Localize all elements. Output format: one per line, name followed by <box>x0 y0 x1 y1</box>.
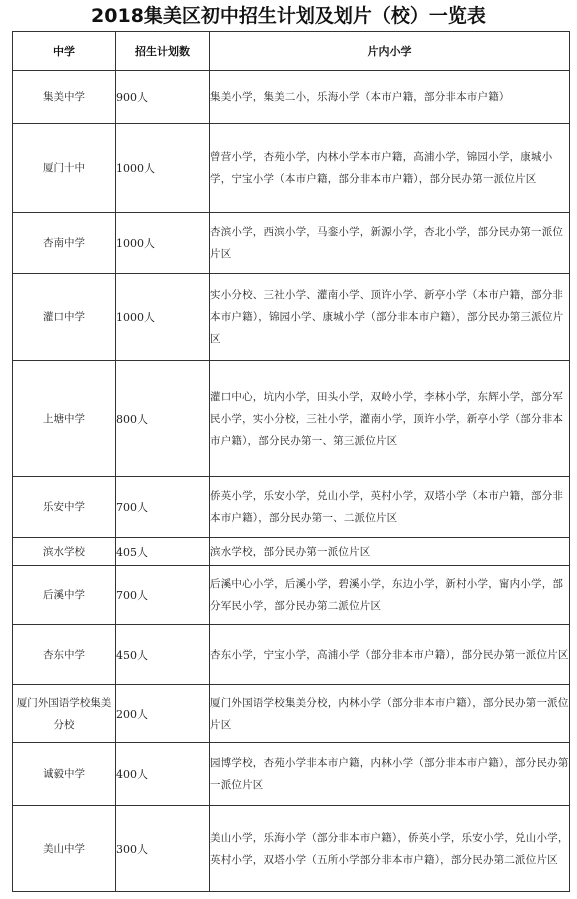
quota-value: 200人 <box>116 685 210 743</box>
header-area: 片内小学 <box>210 32 570 71</box>
catchment-schools: 灌口中心，坑内小学，田头小学，双岭小学，李林小学，东辉小学，部分军民小学，实小分校，三社小学，灌南小学，顶许小学，新亭小学（部分非本市户籍），部分民办第一、第三派位片区 <box>210 361 570 477</box>
catchment-schools: 美山小学，乐海小学（部分非本市户籍），侨英小学，乐安小学，兑山小学，英村小学，双塔小学（五所小学部分非本市户籍），部分民办第二派位片区 <box>210 806 570 892</box>
table-row <box>13 566 570 625</box>
enrollment-plan-table <box>12 31 570 892</box>
school-name: 厦门十中 <box>13 124 116 213</box>
school-name: 集美中学 <box>13 71 116 124</box>
quota-value: 700人 <box>116 477 210 538</box>
header-school: 中学 <box>13 32 116 71</box>
quota-value: 800人 <box>116 361 210 477</box>
catchment-schools: 后溪中心小学，后溪小学，碧溪小学，东边小学，新村小学，甯内小学，部分军民小学，部分民办第二派位片区 <box>210 566 570 625</box>
table-row <box>13 477 570 538</box>
table-header-row <box>13 32 570 71</box>
school-name: 乐安中学 <box>13 477 116 538</box>
catchment-schools: 杏滨小学，西滨小学，马銮小学，新源小学，杏北小学，部分民办第一派位片区 <box>210 213 570 274</box>
quota-value: 1000人 <box>116 274 210 361</box>
table-row <box>13 806 570 892</box>
school-name: 灌口中学 <box>13 274 116 361</box>
quota-value: 405人 <box>116 538 210 566</box>
school-name: 美山中学 <box>13 806 116 892</box>
school-name: 杏南中学 <box>13 213 116 274</box>
catchment-schools: 园博学校，杏苑小学非本市户籍，内林小学（部分非本市户籍），部分民办第一派位片区 <box>210 743 570 806</box>
school-name: 滨水学校 <box>13 538 116 566</box>
school-name: 诚毅中学 <box>13 743 116 806</box>
catchment-schools: 杏东小学，宁宝小学，高浦小学（部分非本市户籍），部分民办第一派位片区 <box>210 625 570 685</box>
quota-value: 900人 <box>116 71 210 124</box>
catchment-schools: 集美小学，集美二小，乐海小学（本市户籍，部分非本市户籍） <box>210 71 570 124</box>
table-row <box>13 743 570 806</box>
quota-value: 700人 <box>116 566 210 625</box>
catchment-schools: 厦门外国语学校集美分校，内林小学（部分非本市户籍），部分民办第一派位片区 <box>210 685 570 743</box>
table-row <box>13 685 570 743</box>
quota-value: 1000人 <box>116 124 210 213</box>
table-row <box>13 213 570 274</box>
quota-value: 400人 <box>116 743 210 806</box>
school-name: 杏东中学 <box>13 625 116 685</box>
table-row <box>13 71 570 124</box>
school-name: 上塘中学 <box>13 361 116 477</box>
catchment-schools: 曾营小学，杏苑小学，内林小学本市户籍，高浦小学，锦园小学，康城小学，宁宝小学（本市户籍，部分非本市户籍），部分民办第一派位片区 <box>210 124 570 213</box>
table-row <box>13 361 570 477</box>
school-name: 厦门外国语学校集美分校 <box>13 685 116 743</box>
table-row <box>13 274 570 361</box>
quota-value: 450人 <box>116 625 210 685</box>
quota-value: 1000人 <box>116 213 210 274</box>
table-row <box>13 124 570 213</box>
header-quota: 招生计划数 <box>116 32 210 71</box>
table-row <box>13 625 570 685</box>
quota-value: 300人 <box>116 806 210 892</box>
table-row <box>13 538 570 566</box>
page-title: 2018集美区初中招生计划及划片（校）一览表 <box>91 5 486 27</box>
catchment-schools: 实小分校、三社小学、灌南小学、顶许小学、新亭小学（本市户籍，部分非本市户籍），锦园小学、康城小学（部分非本市户籍），部分民办第三派位片区 <box>210 274 570 361</box>
catchment-schools: 滨水学校，部分民办第一派位片区 <box>210 538 570 566</box>
catchment-schools: 侨英小学，乐安小学，兑山小学，英村小学，双塔小学（本市户籍，部分非本市户籍），部分民办第一、二派位片区 <box>210 477 570 538</box>
school-name: 后溪中学 <box>13 566 116 625</box>
